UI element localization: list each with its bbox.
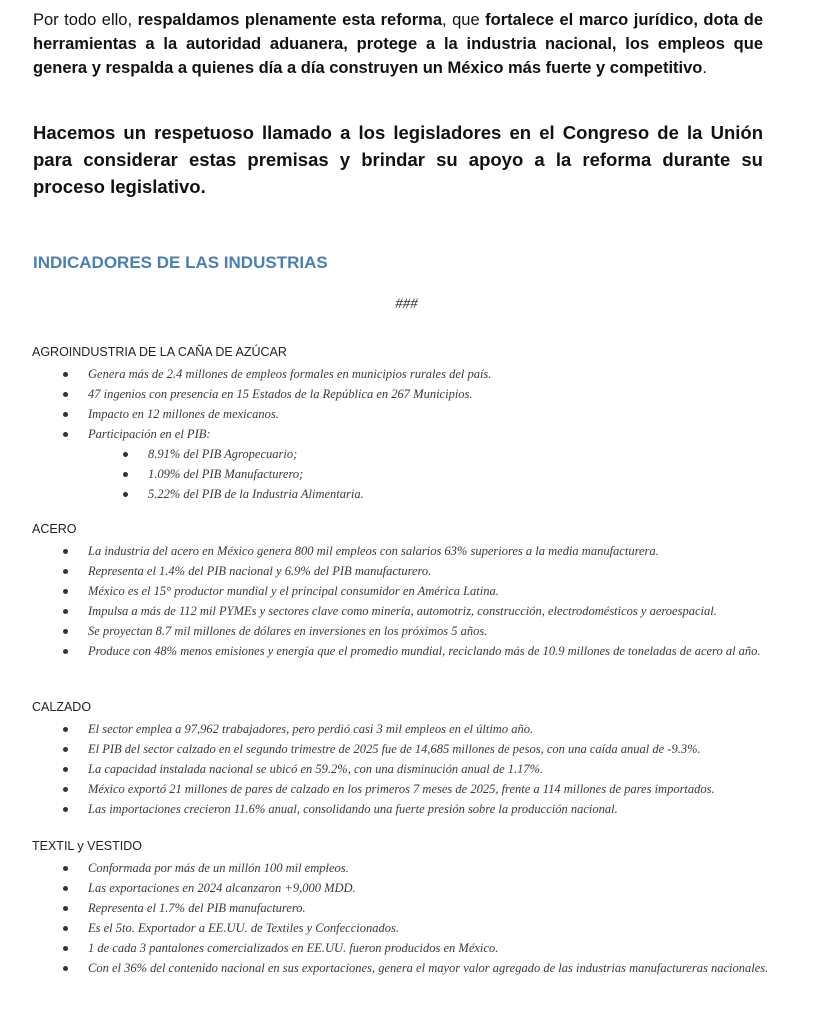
section-heading: INDICADORES DE LAS INDUSTRIAS — [33, 253, 328, 272]
industry-title: TEXTIL y VESTIDO — [32, 839, 142, 853]
list-item: El sector emplea a 97,962 trabajadores, pero perdió casi 3 mil empleos en el último año. — [32, 719, 804, 739]
list-item: Produce con 48% menos emisiones y energía que el promedio mundial, reciclando más de 10.9 millones de toneladas de acero al año. — [32, 641, 804, 661]
industry-calzado — [32, 697, 804, 819]
list-item: Representa el 1.4% del PIB nacional y 6.9% del PIB manufacturero. — [32, 561, 804, 581]
list-item: Impacto en 12 millones de mexicanos. — [32, 404, 804, 424]
list-item: Las exportaciones en 2024 alcanzaron +9,000 MDD. — [32, 878, 804, 898]
bullet-list — [32, 541, 804, 661]
intro-bold-2: fortalece el marco jurídico, dota de herramientas a la autoridad aduanera, protege a la industria nacional, los empleos que genera y respalda a quienes día a día construyen un México más fuerte y competitivo — [33, 11, 763, 77]
closing-paragraph — [33, 8, 763, 80]
list-item: Participación en el PIB: — [32, 424, 804, 444]
industry-agroindustria — [32, 342, 804, 504]
intro-text-2: , que — [442, 11, 486, 29]
intro-bold-1: respaldamos plenamente esta reforma — [137, 11, 443, 29]
intro-text-1: Por todo ello, — [33, 11, 138, 29]
sub-list-item: 1.09% del PIB Manufacturero; — [32, 464, 804, 484]
list-item: México exportó 21 millones de pares de calzado en los primeros 7 meses de 2025, frente a 114 millones de pares importados. — [32, 779, 804, 799]
industry-acero — [32, 519, 804, 661]
intro-text-3: . — [702, 59, 707, 77]
list-item: Se proyectan 8.7 mil millones de dólares en inversiones en los próximos 5 años. — [32, 621, 804, 641]
list-item: México es el 15° productor mundial y el principal consumidor en América Latina. — [32, 581, 804, 601]
sub-list-item: 8.91% del PIB Agropecuario; — [32, 444, 804, 464]
industry-title: AGROINDUSTRIA DE LA CAÑA DE AZÚCAR — [32, 345, 287, 359]
list-item: Genera más de 2.4 millones de empleos formales en municipios rurales del país. — [32, 364, 804, 384]
industry-title: ACERO — [32, 522, 77, 536]
appeal-paragraph: Hacemos un respetuoso llamado a los legisladores en el Congreso de la Unión para considerar estas premisas y brindar su apoyo a la reforma durante su proceso legislativo. — [33, 122, 763, 197]
sub-list-item: 5.22% del PIB de la Industria Alimentaria. — [32, 484, 804, 504]
list-item: Es el 5to. Exportador a EE.UU. de Textiles y Confeccionados. — [32, 918, 804, 938]
list-item: Impulsa a más de 112 mil PYMEs y sectores clave como minería, automotriz, construcción, electrodomésticos y aeroespacial. — [32, 601, 804, 621]
bullet-list — [32, 858, 804, 978]
list-item: 1 de cada 3 pantalones comercializados en EE.UU. fueron producidos en México. — [32, 938, 804, 958]
list-item: Con el 36% del contenido nacional en sus exportaciones, genera el mayor valor agregado de las industrias manufactureras nacionales. — [32, 958, 804, 978]
industry-title: CALZADO — [32, 700, 92, 714]
list-item: Conformada por más de un millón 100 mil empleos. — [32, 858, 804, 878]
bullet-list — [32, 364, 804, 504]
end-marker: ### — [395, 296, 418, 312]
list-item: Representa el 1.7% del PIB manufacturero. — [32, 898, 804, 918]
industry-textil-vestido — [32, 836, 804, 978]
list-item: Las importaciones crecieron 11.6% anual, consolidando una fuerte presión sobre la producción nacional. — [32, 799, 804, 819]
list-item: La industria del acero en México genera 800 mil empleos con salarios 63% superiores a la media manufacturera. — [32, 541, 804, 561]
list-item: La capacidad instalada nacional se ubicó en 59.2%, con una disminución anual de 1.17%. — [32, 759, 804, 779]
list-item: 47 ingenios con presencia en 15 Estados de la República en 267 Municipios. — [32, 384, 804, 404]
list-item: El PIB del sector calzado en el segundo trimestre de 2025 fue de 14,685 millones de pesos, con una caída anual de -9.3%. — [32, 739, 804, 759]
bullet-list — [32, 719, 804, 819]
